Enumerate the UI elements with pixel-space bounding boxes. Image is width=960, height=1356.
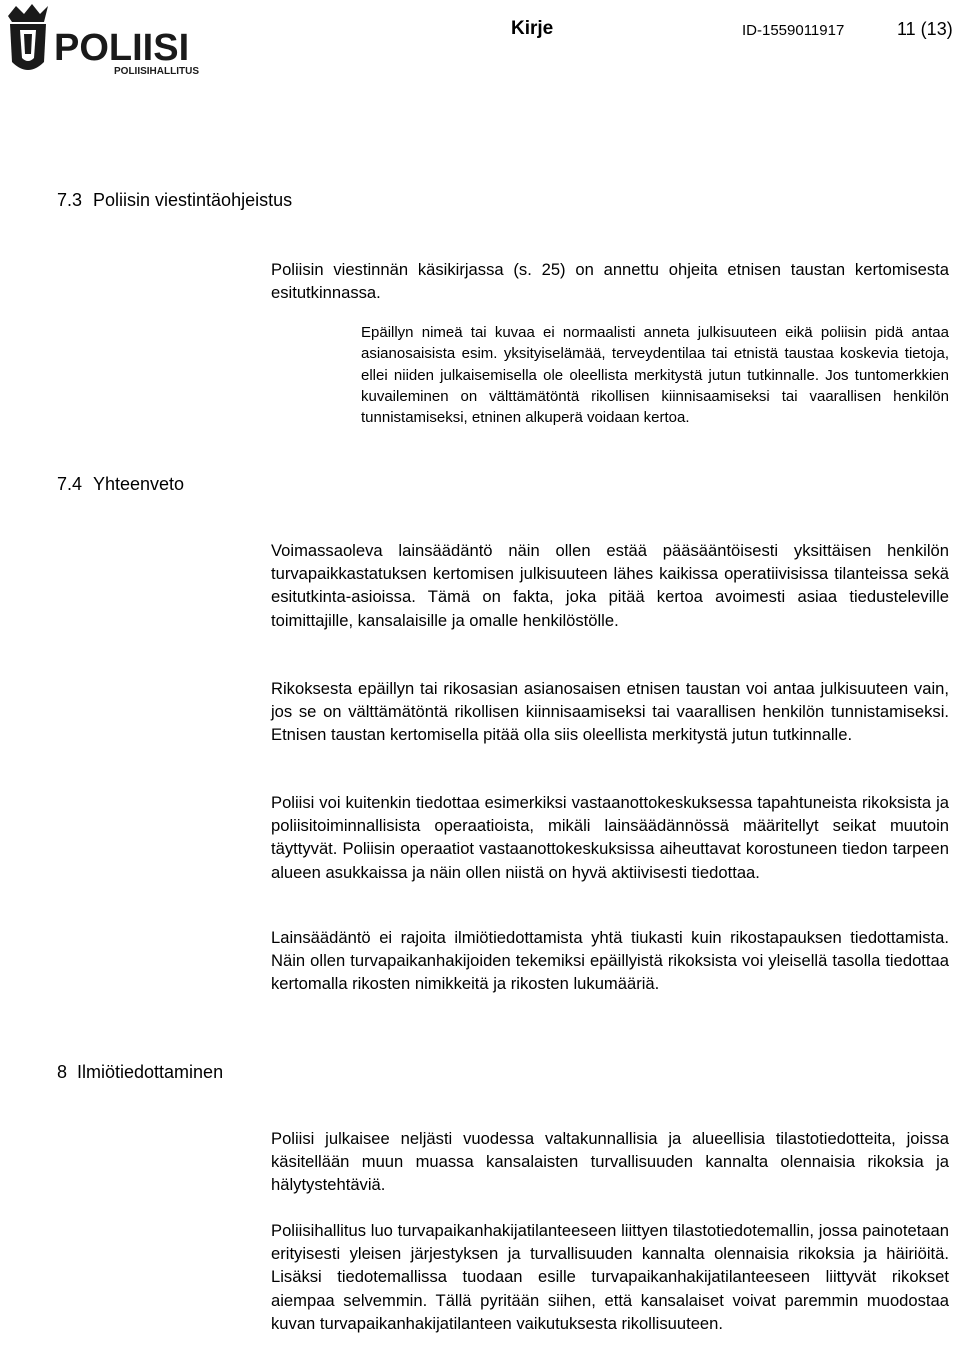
poliisi-logo	[4, 2, 214, 78]
section-title: Poliisin viestintäohjeistus	[93, 190, 293, 210]
section-number: 7.3	[57, 190, 83, 210]
poliisi-emblem-icon	[8, 4, 48, 70]
section-title: Ilmiötiedottaminen	[77, 1062, 224, 1082]
logo-wordmark: POLIISI	[54, 27, 190, 69]
quoted-guideline: Epäillyn nimeä tai kuvaa ei normaalisti anneta julkisuuteen eikä poliisin pidä antaa asianosaisista esim. yksityiselämää, terveydentilaa tai etnistä taustaa koskevia tietoja, ellei niiden julkaisemisella ole oleellista merkitystä jutun tutkinnalle. Jos tuntomerkkien kuvaileminen on välttämätöntä rikollisen kiinnisaamiseksi tai vaarallisen henkilön tunnistamiseksi, etninen alkuperä voidaan kertoa.	[361, 324, 949, 427]
paragraph: Poliisi julkaisee neljästi vuodessa valtakunnallisia ja alueellisia tilastotiedotteita, joissa käsitellään muun muassa kansalaisten turvallisuuden kannalta olennaisia rikoksia ja hälytystehtäviä.	[271, 1129, 949, 1195]
document-id: ID-1559011917	[742, 22, 845, 39]
section-heading-8	[57, 1061, 223, 1083]
paragraph: Lainsäädäntö ei rajoita ilmiötiedottamista yhtä tiukasti kuin rikostapauksen tiedottamista. Näin ollen turvapaikanhakijoiden tekemiksi epäillyistä rikoksista voi yleisellä tasolla tiedottaa kertomalla rikosten nimikkeitä ja rikosten lukumääriä.	[271, 928, 949, 994]
section-heading-7-3	[57, 189, 292, 211]
section-number: 7.4	[57, 474, 83, 494]
paragraph: Voimassaoleva lainsäädäntö näin ollen estää pääsääntöisesti yksittäisen henkilön turvapaikkastatuksen kertomisen julkisuuteen lähes kaikissa operatiivisissa tilanteissa sekä esitutkinta-asioissa. Tämä on fakta, joka pitää kertoa avoimesti asiaa tiedusteleville toimittajille, kansalaisille ja omalle henkilöstölle.	[271, 541, 949, 630]
section-title: Yhteenveto	[93, 474, 185, 494]
logo-subtitle: POLIISIHALLITUS	[114, 66, 199, 77]
section-heading-7-4	[57, 473, 184, 495]
paragraph: Rikoksesta epäillyn tai rikosasian asianosaisen etnisen taustan voi antaa julkisuuteen vain, jos se on välttämätöntä rikollisen kiinnisaamiseksi tai vaarallisen henkilön tunnistamiseksi. Etnisen taustan kertomisella pitää olla siis oleellista merkitystä jutun tutkinnalle.	[271, 679, 949, 745]
page-number: 11 (13)	[897, 19, 953, 39]
paragraph: Poliisihallitus luo turvapaikanhakijatilanteeseen liittyen tilastotiedotemallin, jossa painotetaan erityisesti yleisen järjestyksen ja turvallisuuden kannalta olennaisia rikoksia ja häiriöitä. Lisäksi tiedotemallissa tuodaan esille turvapaikanhakijatilanteeseen liittyvät rikokset aiempaa selvemmin. Tällä pyritään siihen, että kansalaiset voivat paremmin muodostaa kuvan turvapaikanhakijatilanteen vaikutuksesta rikollisuuteen.	[271, 1221, 949, 1333]
paragraph: Poliisi voi kuitenkin tiedottaa esimerkiksi vastaanottokeskuksessa tapahtuneista rikoksista ja poliisitoiminnallisista operaatioista, mikäli lainsäädännössä määritellyt seikat muutoin täyttyvät. Poliisin operaatiot vastaanottokeskuksissa aiheuttavat korostuneen tiedon tarpeen alueen asukkaissa ja näin ollen niistä on hyvä aktiivisesti tiedottaa.	[271, 793, 949, 882]
paragraph: Poliisin viestinnän käsikirjassa (s. 25) on annettu ohjeita etnisen taustan kertomisesta esitutkinnassa.	[271, 260, 949, 303]
document-type: Kirje	[511, 18, 554, 39]
section-number: 8	[57, 1062, 68, 1082]
